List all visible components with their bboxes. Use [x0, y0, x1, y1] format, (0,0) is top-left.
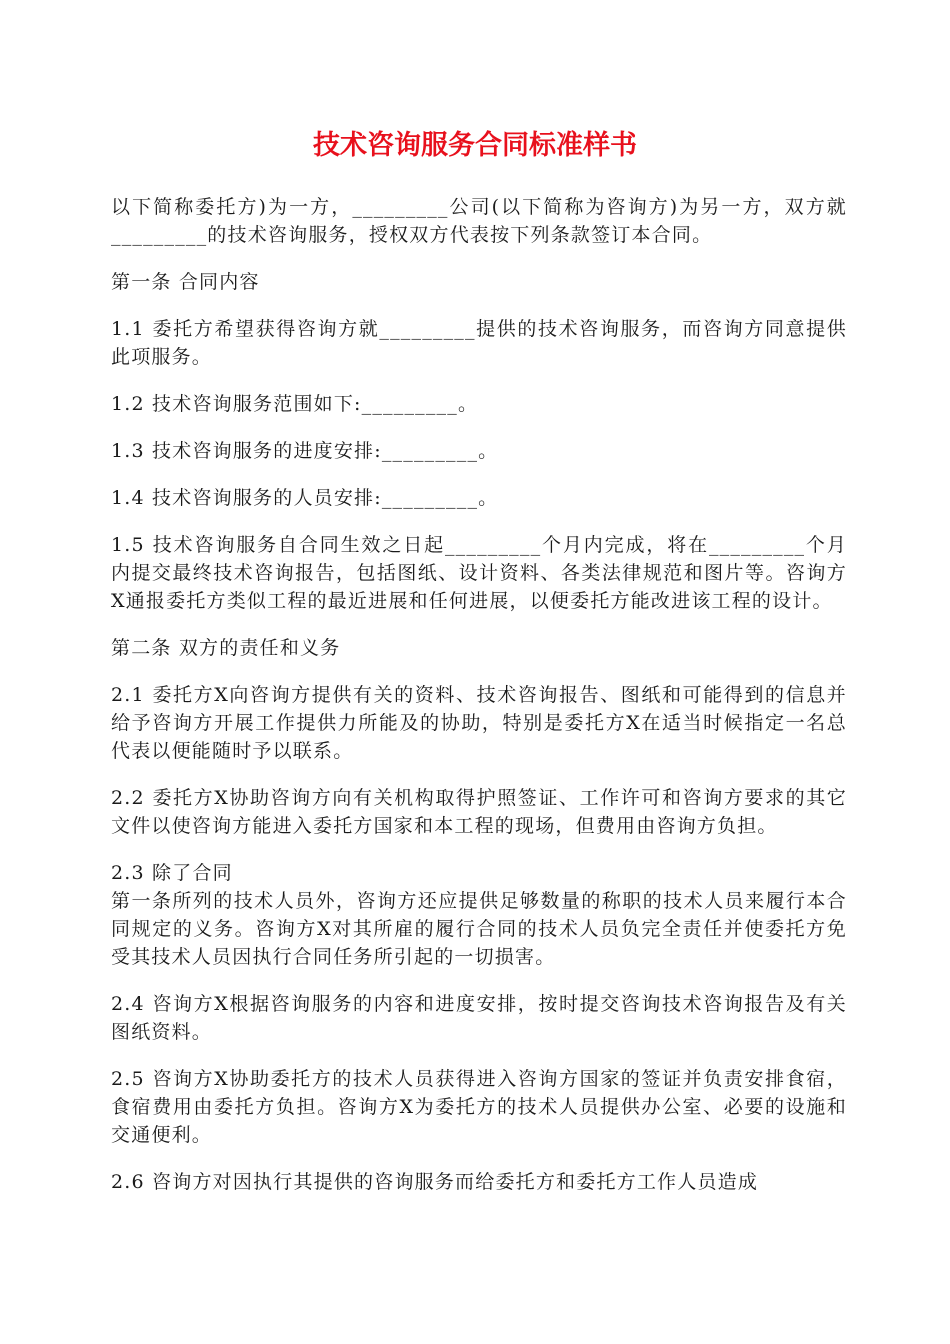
clause-2-3-body: 第一条所列的技术人员外，咨询方还应提供足够数量的称职的技术人员来履行本合同规定的义务。咨询方X对其所雇的履行合同的技术人员负完全责任并使委托方免受其技术人员因执行合同任务所引起的一切损害。: [111, 890, 847, 968]
intro-paragraph: 以下简称委托方)为一方，_________公司(以下简称为咨询方)为另一方，双方就_________的技术咨询服务，授权双方代表按下列条款签订本合同。: [111, 196, 847, 246]
clause-2-4: 2.4 咨询方X根据咨询服务的内容和进度安排，按时提交咨询技术咨询报告及有关图纸资料。: [111, 993, 847, 1043]
clause-2-6: 2.6 咨询方对因执行其提供的咨询服务而给委托方和委托方工作人员造成: [111, 1171, 759, 1193]
article-1-heading: 第一条 合同内容: [111, 271, 260, 293]
clause-2-3-heading: 2.3 除了合同: [111, 862, 233, 884]
clause-1-4: 1.4 技术咨询服务的人员安排:_________。: [111, 487, 499, 509]
clause-1-2: 1.2 技术咨询服务范围如下:_________。: [111, 393, 479, 415]
clause-1-1: 1.1 委托方希望获得咨询方就_________提供的技术咨询服务，而咨询方同意提供此项服务。: [111, 318, 847, 368]
clause-1-3: 1.3 技术咨询服务的进度安排:_________。: [111, 440, 499, 462]
document-body: [111, 193, 847, 1215]
article-2-heading: 第二条 双方的责任和义务: [111, 637, 341, 659]
clause-2-5: 2.5 咨询方X协助委托方的技术人员获得进入咨询方国家的签证并负责安排食宿，食宿费用由委托方负担。咨询方X为委托方的技术人员提供办公室、必要的设施和交通便利。: [111, 1068, 847, 1146]
clause-2-1: 2.1 委托方X向咨询方提供有关的资料、技术咨询报告、图纸和可能得到的信息并给予咨询方开展工作提供力所能及的协助，特别是委托方X在适当时候指定一名总代表以便能随时予以联系。: [111, 684, 847, 762]
clause-1-5: 1.5 技术咨询服务自合同生效之日起_________个月内完成，将在_________个月内提交最终技术咨询报告，包括图纸、设计资料、各类法律规范和图片等。咨询方X通报委托方类似工程的最近进展和任何进展，以便委托方能改进该工程的设计。: [111, 534, 847, 612]
clause-2-2: 2.2 委托方X协助咨询方向有关机构取得护照签证、工作许可和咨询方要求的其它文件以使咨询方能进入委托方国家和本工程的现场，但费用由咨询方负担。: [111, 787, 847, 837]
document-title: 技术咨询服务合同标准样书: [313, 130, 637, 161]
